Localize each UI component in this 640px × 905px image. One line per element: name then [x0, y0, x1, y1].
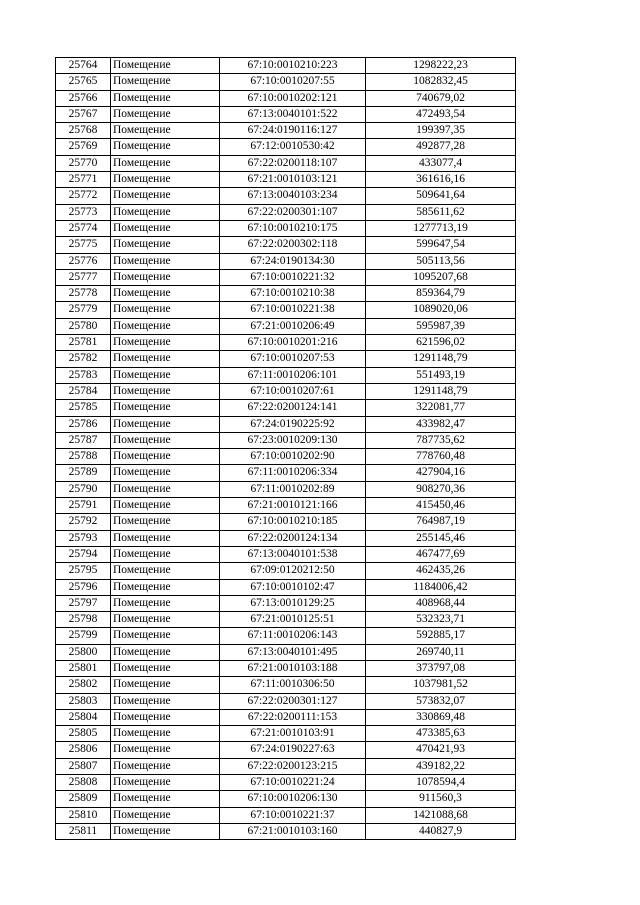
object-type-cell: Помещение	[111, 286, 220, 302]
object-type-cell: Помещение	[111, 530, 220, 546]
table-row	[56, 432, 516, 448]
table-row	[56, 726, 516, 742]
object-type-cell: Помещение	[111, 351, 220, 367]
cadastral-value-cell: 764987,19	[366, 514, 516, 530]
cadastral-number-cell: 67:10:0010207:61	[220, 383, 366, 399]
cadastral-value-cell: 595987,39	[366, 318, 516, 334]
table-row	[56, 563, 516, 579]
cadastral-value-cell: 330869,48	[366, 709, 516, 725]
cadastral-number-cell: 67:22:0200302:118	[220, 237, 366, 253]
cadastral-value-cell: 439182,22	[366, 758, 516, 774]
object-type-cell: Помещение	[111, 74, 220, 90]
cadastral-number-cell: 67:21:0010103:121	[220, 172, 366, 188]
cadastral-number-cell: 67:24:0190227:63	[220, 742, 366, 758]
cadastral-number-cell: 67:10:0010207:55	[220, 74, 366, 90]
table-row	[56, 758, 516, 774]
object-type-cell: Помещение	[111, 465, 220, 481]
object-type-cell: Помещение	[111, 432, 220, 448]
cadastral-number-cell: 67:22:0200118:107	[220, 155, 366, 171]
table-row	[56, 220, 516, 236]
cadastral-number-cell: 67:10:0010221:38	[220, 302, 366, 318]
table-row	[56, 383, 516, 399]
table-row	[56, 90, 516, 106]
row-number-cell: 25799	[56, 628, 111, 644]
cadastral-number-cell: 67:10:0010210:223	[220, 58, 366, 74]
row-number-cell: 25766	[56, 90, 111, 106]
row-number-cell: 25796	[56, 579, 111, 595]
cadastral-number-cell: 67:10:0010102:47	[220, 579, 366, 595]
table-row	[56, 123, 516, 139]
table-row	[56, 677, 516, 693]
cadastral-value-cell: 509641,64	[366, 188, 516, 204]
cadastral-value-cell: 908270,36	[366, 481, 516, 497]
cadastral-number-cell: 67:13:0010129:25	[220, 595, 366, 611]
table-row	[56, 775, 516, 791]
cadastral-value-cell: 408968,44	[366, 595, 516, 611]
table-row	[56, 237, 516, 253]
table-row	[56, 318, 516, 334]
table-row	[56, 58, 516, 74]
table-row	[56, 498, 516, 514]
table-row	[56, 546, 516, 562]
cadastral-number-cell: 67:22:0200124:141	[220, 400, 366, 416]
row-number-cell: 25803	[56, 693, 111, 709]
object-type-cell: Помещение	[111, 220, 220, 236]
object-type-cell: Помещение	[111, 823, 220, 839]
row-number-cell: 25784	[56, 383, 111, 399]
cadastral-number-cell: 67:10:0010202:121	[220, 90, 366, 106]
object-type-cell: Помещение	[111, 775, 220, 791]
cadastral-value-cell: 1037981,52	[366, 677, 516, 693]
table-row	[56, 709, 516, 725]
cadastral-value-cell: 492877,28	[366, 139, 516, 155]
object-type-cell: Помещение	[111, 204, 220, 220]
cadastral-value-cell: 1184006,42	[366, 579, 516, 595]
cadastral-number-cell: 67:10:0010221:32	[220, 269, 366, 285]
object-type-cell: Помещение	[111, 726, 220, 742]
object-type-cell: Помещение	[111, 546, 220, 562]
cadastral-value-cell: 573832,07	[366, 693, 516, 709]
cadastral-number-cell: 67:24:0190116:127	[220, 123, 366, 139]
cadastral-value-cell: 599647,54	[366, 237, 516, 253]
row-number-cell: 25764	[56, 58, 111, 74]
cadastral-number-cell: 67:10:0010202:90	[220, 449, 366, 465]
table-row	[56, 367, 516, 383]
cadastral-number-cell: 67:10:0010221:37	[220, 807, 366, 823]
cadastral-number-cell: 67:22:0200301:127	[220, 693, 366, 709]
table-row	[56, 823, 516, 839]
object-type-cell: Помещение	[111, 758, 220, 774]
cadastral-value-cell: 1277713,19	[366, 220, 516, 236]
cadastral-value-cell: 269740,11	[366, 644, 516, 660]
cadastral-value-cell: 505113,56	[366, 253, 516, 269]
object-type-cell: Помещение	[111, 449, 220, 465]
cadastral-value-cell: 592885,17	[366, 628, 516, 644]
table-row	[56, 660, 516, 676]
table-row	[56, 465, 516, 481]
cadastral-value-cell: 551493,19	[366, 367, 516, 383]
row-number-cell: 25765	[56, 74, 111, 90]
row-number-cell: 25773	[56, 204, 111, 220]
row-number-cell: 25810	[56, 807, 111, 823]
cadastral-value-cell: 361616,16	[366, 172, 516, 188]
table-row	[56, 416, 516, 432]
object-type-cell: Помещение	[111, 106, 220, 122]
row-number-cell: 25771	[56, 172, 111, 188]
cadastral-number-cell: 67:10:0010210:175	[220, 220, 366, 236]
cadastral-number-cell: 67:24:0190225:92	[220, 416, 366, 432]
table-row	[56, 481, 516, 497]
cadastral-value-cell: 911560,3	[366, 791, 516, 807]
object-type-cell: Помещение	[111, 709, 220, 725]
object-type-cell: Помещение	[111, 318, 220, 334]
object-type-cell: Помещение	[111, 693, 220, 709]
row-number-cell: 25776	[56, 253, 111, 269]
table-row	[56, 269, 516, 285]
object-type-cell: Помещение	[111, 253, 220, 269]
cadastral-value-cell: 462435,26	[366, 563, 516, 579]
cadastral-value-cell: 467477,69	[366, 546, 516, 562]
row-number-cell: 25811	[56, 823, 111, 839]
cadastral-value-cell: 1298222,23	[366, 58, 516, 74]
cadastral-value-cell: 859364,79	[366, 286, 516, 302]
row-number-cell: 25770	[56, 155, 111, 171]
object-type-cell: Помещение	[111, 155, 220, 171]
cadastral-number-cell: 67:23:0010209:130	[220, 432, 366, 448]
row-number-cell: 25793	[56, 530, 111, 546]
row-number-cell: 25794	[56, 546, 111, 562]
cadastral-value-cell: 199397,35	[366, 123, 516, 139]
table-row	[56, 188, 516, 204]
cadastral-value-cell: 621596,02	[366, 335, 516, 351]
object-type-cell: Помещение	[111, 742, 220, 758]
table-row	[56, 172, 516, 188]
cadastral-value-cell: 532323,71	[366, 612, 516, 628]
cadastral-number-cell: 67:21:0010103:160	[220, 823, 366, 839]
row-number-cell: 25800	[56, 644, 111, 660]
cadastral-number-cell: 67:13:0040101:495	[220, 644, 366, 660]
cadastral-number-cell: 67:24:0190134:30	[220, 253, 366, 269]
cadastral-number-cell: 67:22:0200111:153	[220, 709, 366, 725]
object-type-cell: Помещение	[111, 563, 220, 579]
table-row	[56, 514, 516, 530]
table-row	[56, 530, 516, 546]
cadastral-number-cell: 67:21:0010206:49	[220, 318, 366, 334]
table-row	[56, 628, 516, 644]
row-number-cell: 25797	[56, 595, 111, 611]
object-type-cell: Помещение	[111, 481, 220, 497]
object-type-cell: Помещение	[111, 123, 220, 139]
object-type-cell: Помещение	[111, 188, 220, 204]
cadastral-number-cell: 67:13:0040103:234	[220, 188, 366, 204]
table-row	[56, 335, 516, 351]
object-type-cell: Помещение	[111, 498, 220, 514]
object-type-cell: Помещение	[111, 677, 220, 693]
row-number-cell: 25806	[56, 742, 111, 758]
row-number-cell: 25790	[56, 481, 111, 497]
cadastral-value-cell: 373797,08	[366, 660, 516, 676]
cadastral-number-cell: 67:21:0010125:51	[220, 612, 366, 628]
table-row	[56, 807, 516, 823]
cadastral-number-cell: 67:13:0040101:522	[220, 106, 366, 122]
row-number-cell: 25786	[56, 416, 111, 432]
table-row	[56, 693, 516, 709]
row-number-cell: 25788	[56, 449, 111, 465]
object-type-cell: Помещение	[111, 660, 220, 676]
row-number-cell: 25779	[56, 302, 111, 318]
row-number-cell: 25809	[56, 791, 111, 807]
cadastral-number-cell: 67:10:0010206:130	[220, 791, 366, 807]
table-row	[56, 139, 516, 155]
cadastral-value-cell: 440827,9	[366, 823, 516, 839]
table-row	[56, 253, 516, 269]
object-type-cell: Помещение	[111, 139, 220, 155]
cadastral-value-cell: 1082832,45	[366, 74, 516, 90]
row-number-cell: 25777	[56, 269, 111, 285]
table-row	[56, 400, 516, 416]
table-row	[56, 204, 516, 220]
object-type-cell: Помещение	[111, 612, 220, 628]
cadastral-number-cell: 67:10:0010210:38	[220, 286, 366, 302]
row-number-cell: 25792	[56, 514, 111, 530]
cadastral-value-cell: 470421,93	[366, 742, 516, 758]
cadastral-number-cell: 67:11:0010206:101	[220, 367, 366, 383]
table-row	[56, 644, 516, 660]
cadastral-value-cell: 1291148,79	[366, 383, 516, 399]
table-row	[56, 742, 516, 758]
cadastral-value-cell: 1095207,68	[366, 269, 516, 285]
object-type-cell: Помещение	[111, 628, 220, 644]
cadastral-value-cell: 472493,54	[366, 106, 516, 122]
table-row	[56, 612, 516, 628]
object-type-cell: Помещение	[111, 335, 220, 351]
cadastral-value-cell: 427904,16	[366, 465, 516, 481]
table-row	[56, 449, 516, 465]
row-number-cell: 25798	[56, 612, 111, 628]
row-number-cell: 25808	[56, 775, 111, 791]
cadastral-number-cell: 67:13:0040101:538	[220, 546, 366, 562]
row-number-cell: 25775	[56, 237, 111, 253]
cadastral-number-cell: 67:22:0200301:107	[220, 204, 366, 220]
object-type-cell: Помещение	[111, 416, 220, 432]
table-row	[56, 579, 516, 595]
cadastral-number-cell: 67:21:0010103:188	[220, 660, 366, 676]
table-row	[56, 595, 516, 611]
cadastral-number-cell: 67:10:0010221:24	[220, 775, 366, 791]
cadastral-number-cell: 67:21:0010121:166	[220, 498, 366, 514]
cadastral-value-cell: 740679,02	[366, 90, 516, 106]
table-row	[56, 302, 516, 318]
object-type-cell: Помещение	[111, 269, 220, 285]
row-number-cell: 25772	[56, 188, 111, 204]
table-row	[56, 106, 516, 122]
object-type-cell: Помещение	[111, 514, 220, 530]
object-type-cell: Помещение	[111, 400, 220, 416]
object-type-cell: Помещение	[111, 579, 220, 595]
cadastral-value-cell: 473385,63	[366, 726, 516, 742]
row-number-cell: 25783	[56, 367, 111, 383]
row-number-cell: 25782	[56, 351, 111, 367]
cadastral-value-cell: 415450,46	[366, 498, 516, 514]
object-type-cell: Помещение	[111, 90, 220, 106]
object-type-cell: Помещение	[111, 807, 220, 823]
cadastral-value-cell: 433982,47	[366, 416, 516, 432]
table-row	[56, 286, 516, 302]
cadastral-number-cell: 67:10:0010210:185	[220, 514, 366, 530]
cadastral-number-cell: 67:10:0010207:53	[220, 351, 366, 367]
cadastral-number-cell: 67:11:0010206:143	[220, 628, 366, 644]
object-type-cell: Помещение	[111, 791, 220, 807]
cadastral-number-cell: 67:22:0200123:215	[220, 758, 366, 774]
cadastral-value-cell: 433077,4	[366, 155, 516, 171]
cadastral-number-cell: 67:22:0200124:134	[220, 530, 366, 546]
row-number-cell: 25774	[56, 220, 111, 236]
row-number-cell: 25789	[56, 465, 111, 481]
table-row	[56, 351, 516, 367]
row-number-cell: 25802	[56, 677, 111, 693]
cadastral-value-cell: 255145,46	[366, 530, 516, 546]
cadastral-number-cell: 67:11:0010306:50	[220, 677, 366, 693]
row-number-cell: 25801	[56, 660, 111, 676]
row-number-cell: 25805	[56, 726, 111, 742]
row-number-cell: 25804	[56, 709, 111, 725]
table-body	[56, 58, 516, 840]
row-number-cell: 25787	[56, 432, 111, 448]
cadastral-number-cell: 67:11:0010202:89	[220, 481, 366, 497]
cadastral-value-cell: 585611,62	[366, 204, 516, 220]
row-number-cell: 25767	[56, 106, 111, 122]
object-type-cell: Помещение	[111, 595, 220, 611]
row-number-cell: 25785	[56, 400, 111, 416]
row-number-cell: 25791	[56, 498, 111, 514]
cadastral-number-cell: 67:12:0010530:42	[220, 139, 366, 155]
cadastral-value-cell: 322081,77	[366, 400, 516, 416]
row-number-cell: 25769	[56, 139, 111, 155]
cadastral-value-cell: 787735,62	[366, 432, 516, 448]
table-row	[56, 155, 516, 171]
cadastral-value-cell: 1291148,79	[366, 351, 516, 367]
cadastral-number-cell: 67:10:0010201:216	[220, 335, 366, 351]
cadastral-number-cell: 67:11:0010206:334	[220, 465, 366, 481]
cadastral-value-cell: 1421088,68	[366, 807, 516, 823]
row-number-cell: 25795	[56, 563, 111, 579]
cadastral-number-cell: 67:09:0120212:50	[220, 563, 366, 579]
cadastral-value-cell: 1078594,4	[366, 775, 516, 791]
object-type-cell: Помещение	[111, 383, 220, 399]
table-row	[56, 791, 516, 807]
property-registry-table	[55, 57, 516, 840]
table-row	[56, 74, 516, 90]
row-number-cell: 25781	[56, 335, 111, 351]
row-number-cell: 25778	[56, 286, 111, 302]
object-type-cell: Помещение	[111, 58, 220, 74]
object-type-cell: Помещение	[111, 367, 220, 383]
cadastral-value-cell: 1089020,06	[366, 302, 516, 318]
object-type-cell: Помещение	[111, 172, 220, 188]
row-number-cell: 25780	[56, 318, 111, 334]
cadastral-number-cell: 67:21:0010103:91	[220, 726, 366, 742]
object-type-cell: Помещение	[111, 644, 220, 660]
row-number-cell: 25768	[56, 123, 111, 139]
cadastral-value-cell: 778760,48	[366, 449, 516, 465]
object-type-cell: Помещение	[111, 237, 220, 253]
object-type-cell: Помещение	[111, 302, 220, 318]
row-number-cell: 25807	[56, 758, 111, 774]
